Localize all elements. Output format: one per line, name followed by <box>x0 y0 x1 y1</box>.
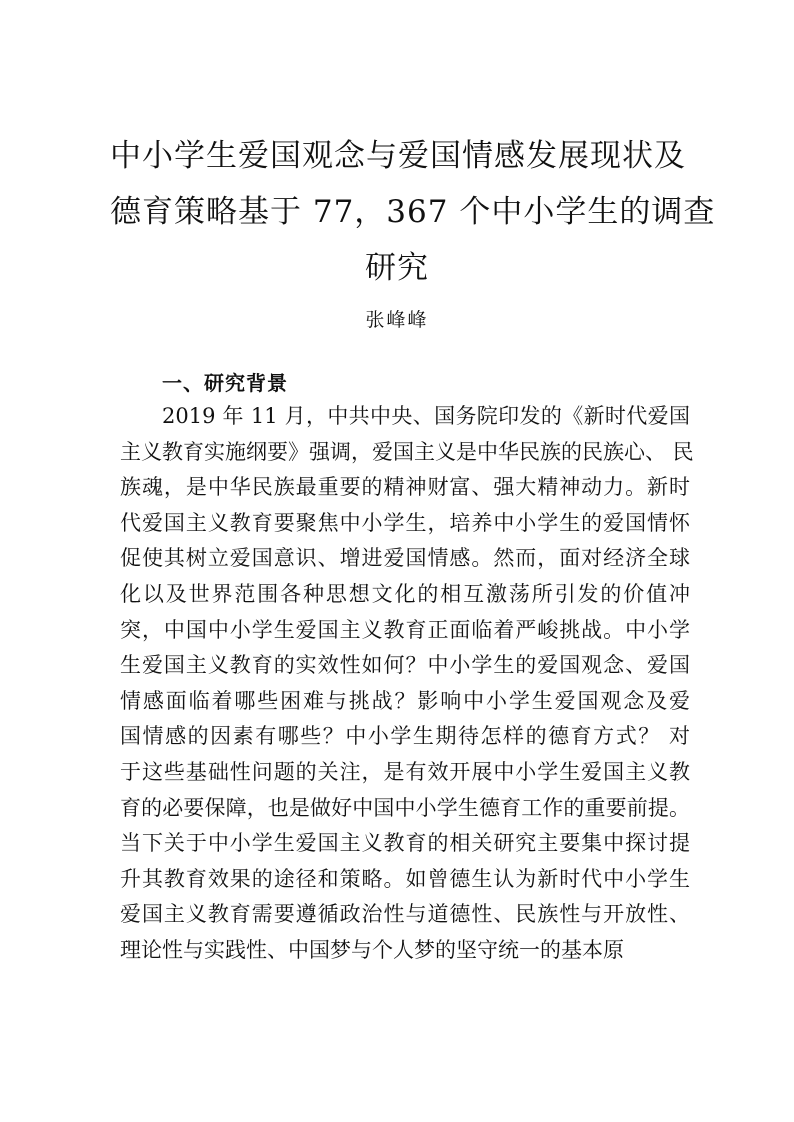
body-line: 生爱国主义教育的实效性如何？中小学生的爱国观念、爱国 <box>120 653 690 678</box>
body-line: 化以及世界范围各种思想文化的相互激荡所引发的价值冲 <box>120 581 690 606</box>
body-line: 族魂，是中华民族最重要的精神财富、强大精神动力。新时 <box>120 475 690 500</box>
body-line: 突，中国中小学生爱国主义教育正面临着严峻挑战。中小学 <box>120 617 690 642</box>
body-line: 升其教育效果的途径和策略。如曾德生认为新时代中小学生 <box>120 866 690 891</box>
title-line-1: 中小学生爱国观念与爱国情感发展现状及 <box>110 138 686 174</box>
body-line: 国情感的因素有哪些？中小学生期待怎样的德育方式？ 对 <box>120 724 690 749</box>
body-line: 当下关于中小学生爱国主义教育的相关研究主要集中探讨提 <box>120 831 690 856</box>
body-line: 于这些基础性问题的关注，是有效开展中小学生爱国主义教 <box>120 759 690 784</box>
body-line: 情感面临着哪些困难与挑战？影响中小学生爱国观念及爱 <box>120 688 690 713</box>
body-line: 主义教育实施纲要》强调，爱国主义是中华民族的民族心、 民 <box>120 439 694 464</box>
author-name: 张峰峰 <box>365 309 429 331</box>
body-line: 理论性与实践性、中国梦与个人梦的坚守统一的基本原 <box>120 937 624 962</box>
title-line-3: 研究 <box>365 250 429 286</box>
body-line: 爱国主义教育需要遵循政治性与道德性、民族性与开放性、 <box>120 902 690 927</box>
body-paragraph <box>120 399 694 969</box>
body-line: 育的必要保障，也是做好中国中小学生德育工作的重要前提。 <box>120 795 690 820</box>
document-title <box>110 128 716 296</box>
section-heading: 一、研究背景 <box>162 371 288 395</box>
title-line-2: 德育策略基于 77，367 个中小学生的调查 <box>110 194 716 230</box>
body-line: 代爱国主义教育要聚焦中小学生，培养中小学生的爱国情怀 <box>120 510 690 535</box>
body-line: 促使其树立爱国意识、增进爱国情感。然而，面对经济全球 <box>120 546 690 571</box>
body-line: 2019 年 11 月，中共中央、国务院印发的《新时代爱国 <box>162 404 690 428</box>
